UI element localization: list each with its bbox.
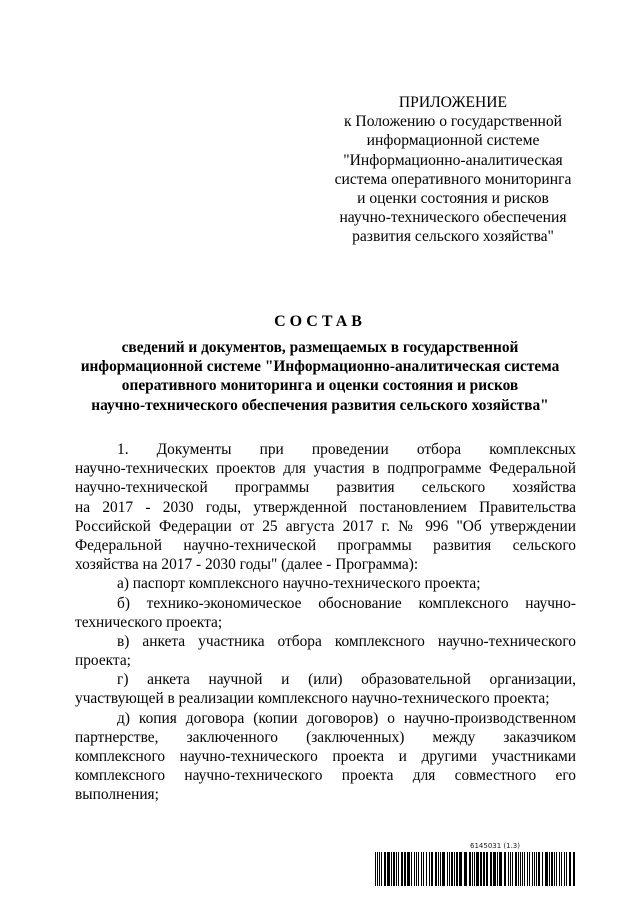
- subtitle-line: оперативного мониторинга и оценки состояния и рисков: [121, 377, 519, 395]
- appendix-line: и оценки состояния и рисков: [357, 190, 549, 208]
- body-line: комплексного научно-технического проекта и другими участниками: [75, 748, 576, 765]
- appendix-line: "Информационно-аналитическая: [343, 151, 563, 169]
- subtitle-line: научно-технического обеспечения развития сельского хозяйства": [91, 396, 549, 414]
- body-line: партнерстве, заключенного (заключенных) между заказчиком: [75, 728, 576, 746]
- body-line: выполнения;: [75, 786, 159, 804]
- body-line: научно-технической программы развития сельского хозяйства: [75, 479, 576, 497]
- body-line: Федеральной научно-технической программы развития сельского: [75, 536, 576, 554]
- body-line: проекта;: [75, 652, 131, 670]
- appendix-line: к Положению о государственной: [343, 113, 563, 131]
- body-line: б) технико-экономическое обоснование комплексного научно-: [117, 594, 576, 612]
- body-line: участвующей в реализации комплексного научно-технического проекта;: [75, 690, 550, 708]
- appendix-line: ПРИЛОЖЕНИЕ: [398, 94, 508, 111]
- body-line: 1. Документы при проведении отбора комплексных: [117, 441, 576, 458]
- body-line: д) копия договора (копии договоров) о научно-производственном: [117, 709, 576, 727]
- subtitle-line: информационной системе "Информационно-аналитическая система: [80, 358, 560, 376]
- barcode-image: [375, 852, 575, 886]
- appendix-line: информационной системе: [366, 132, 540, 150]
- subtitle-line: сведений и документов, размещаемых в государственной: [121, 339, 519, 356]
- appendix-line: развития сельского хозяйства": [352, 228, 554, 246]
- appendix-line: научно-технического обеспечения: [339, 209, 567, 227]
- appendix-line: система оперативного мониторинга: [334, 170, 572, 188]
- body-line: технического проекта;: [75, 613, 223, 631]
- barcode-caption: 6145031 (1.3): [470, 842, 520, 850]
- document-body: [75, 440, 576, 805]
- body-line: хозяйства на 2017 - 2030 годы" (далее - Программа):: [75, 556, 419, 574]
- body-line: г) анкета научной и (или) образовательной организации,: [117, 671, 576, 689]
- body-line: комплексного научно-технического проекта для совместного его: [75, 767, 576, 785]
- body-line: а) паспорт комплексного научно-технического проекта;: [117, 575, 481, 593]
- document-title: СОСТАВ: [274, 313, 366, 330]
- appendix-header: [318, 93, 588, 247]
- body-line: на 2017 - 2030 годы, утвержденной постановлением Правительства: [75, 498, 576, 516]
- document-subtitle: [60, 338, 580, 415]
- body-line: в) анкета участника отбора комплексного научно-технического: [117, 632, 576, 650]
- body-line: Российской Федерации от 25 августа 2017 г. № 996 "Об утверждении: [75, 517, 576, 535]
- body-line: научно-технических проектов для участия в подпрограмме Федеральной: [75, 460, 576, 478]
